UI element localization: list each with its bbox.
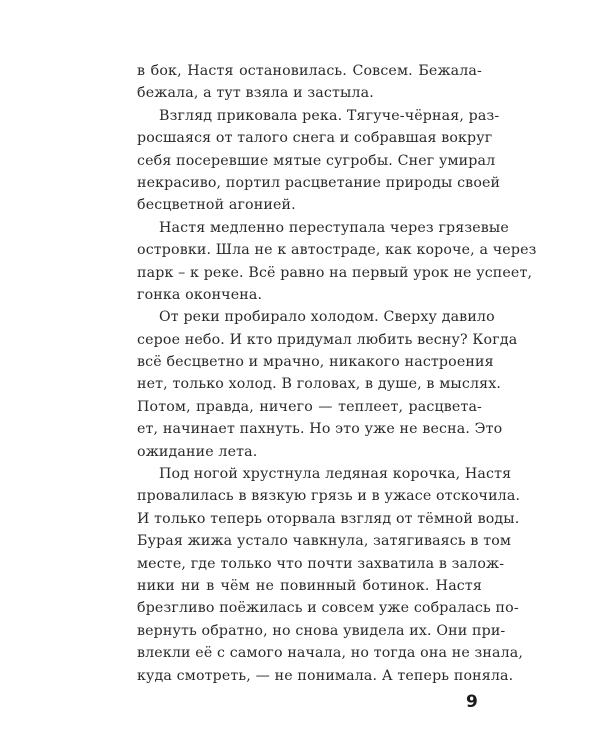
text-line: И только теперь оторвала взгляд от тёмной воды. xyxy=(137,510,520,527)
page-number: 9 xyxy=(466,692,478,712)
body-text xyxy=(137,60,537,687)
text-line: влекли её с самого начала, но тогда она не знала, xyxy=(137,645,524,662)
text-line: островки. Шла не к автостраде, как короче, а через xyxy=(137,242,537,259)
text-line: Взгляд приковала река. Тягуче-чёрная, раз- xyxy=(159,107,500,124)
text-line: гонка окончена. xyxy=(137,286,263,303)
text-line: брезгливо поёжилась и совсем уже собралась по- xyxy=(137,600,519,617)
text-line: бесцветной агонией. xyxy=(137,197,296,214)
text-line: Бурая жижа устало чавкнула, затягиваясь в том xyxy=(137,533,512,550)
paragraph xyxy=(137,60,482,105)
text-line: ники ни в чём не повинный ботинок. Настя xyxy=(137,577,482,594)
text-line: провалилась в вязкую грязь и в ужасе отскочила. xyxy=(137,488,521,505)
text-line: некрасиво, портил расцветание природы своей xyxy=(137,174,501,191)
text-line: ет, начинает пахнуть. Но это уже не весна. Это xyxy=(137,421,503,438)
paragraph xyxy=(137,217,537,307)
text-line: месте, где только что почти захватила в залож- xyxy=(137,555,505,572)
text-line: Настя медленно переступала через грязевые xyxy=(159,219,509,236)
text-line: себя посеревшие мятые сугробы. Снег умирал xyxy=(137,152,496,169)
text-line: Потом, правда, ничего — теплеет, расцвета- xyxy=(137,398,482,415)
text-line: вернуть обратно, но снова увидела их. Они при- xyxy=(137,622,506,639)
text-line: серое небо. И кто придумал любить весну? Когда xyxy=(137,331,518,348)
text-line: парк – к реке. Всё равно на первый урок не успеет, xyxy=(137,264,533,281)
text-line: бежала, а тут взяла и застыла. xyxy=(137,85,374,102)
text-line: От реки пробирало холодом. Сверху давило xyxy=(159,309,495,326)
paragraph xyxy=(137,306,518,463)
paragraph xyxy=(137,105,501,217)
text-line: в бок, Настя остановилась. Совсем. Бежала- xyxy=(137,63,482,79)
text-line: ожидание лета. xyxy=(137,443,258,460)
text-line: Под ногой хрустнула ледяная корочка, Настя xyxy=(159,466,512,483)
text-line: куда смотреть, — не понимала. А теперь поняла. xyxy=(137,667,514,684)
text-line: всё бесцветно и мрачно, никакого настроения xyxy=(137,354,494,371)
text-line: нет, только холод. В головах, в душе, в мыслях. xyxy=(137,376,502,393)
paragraph xyxy=(137,463,524,687)
text-line: росшаяся от талого снега и собравшая вокруг xyxy=(137,130,493,147)
